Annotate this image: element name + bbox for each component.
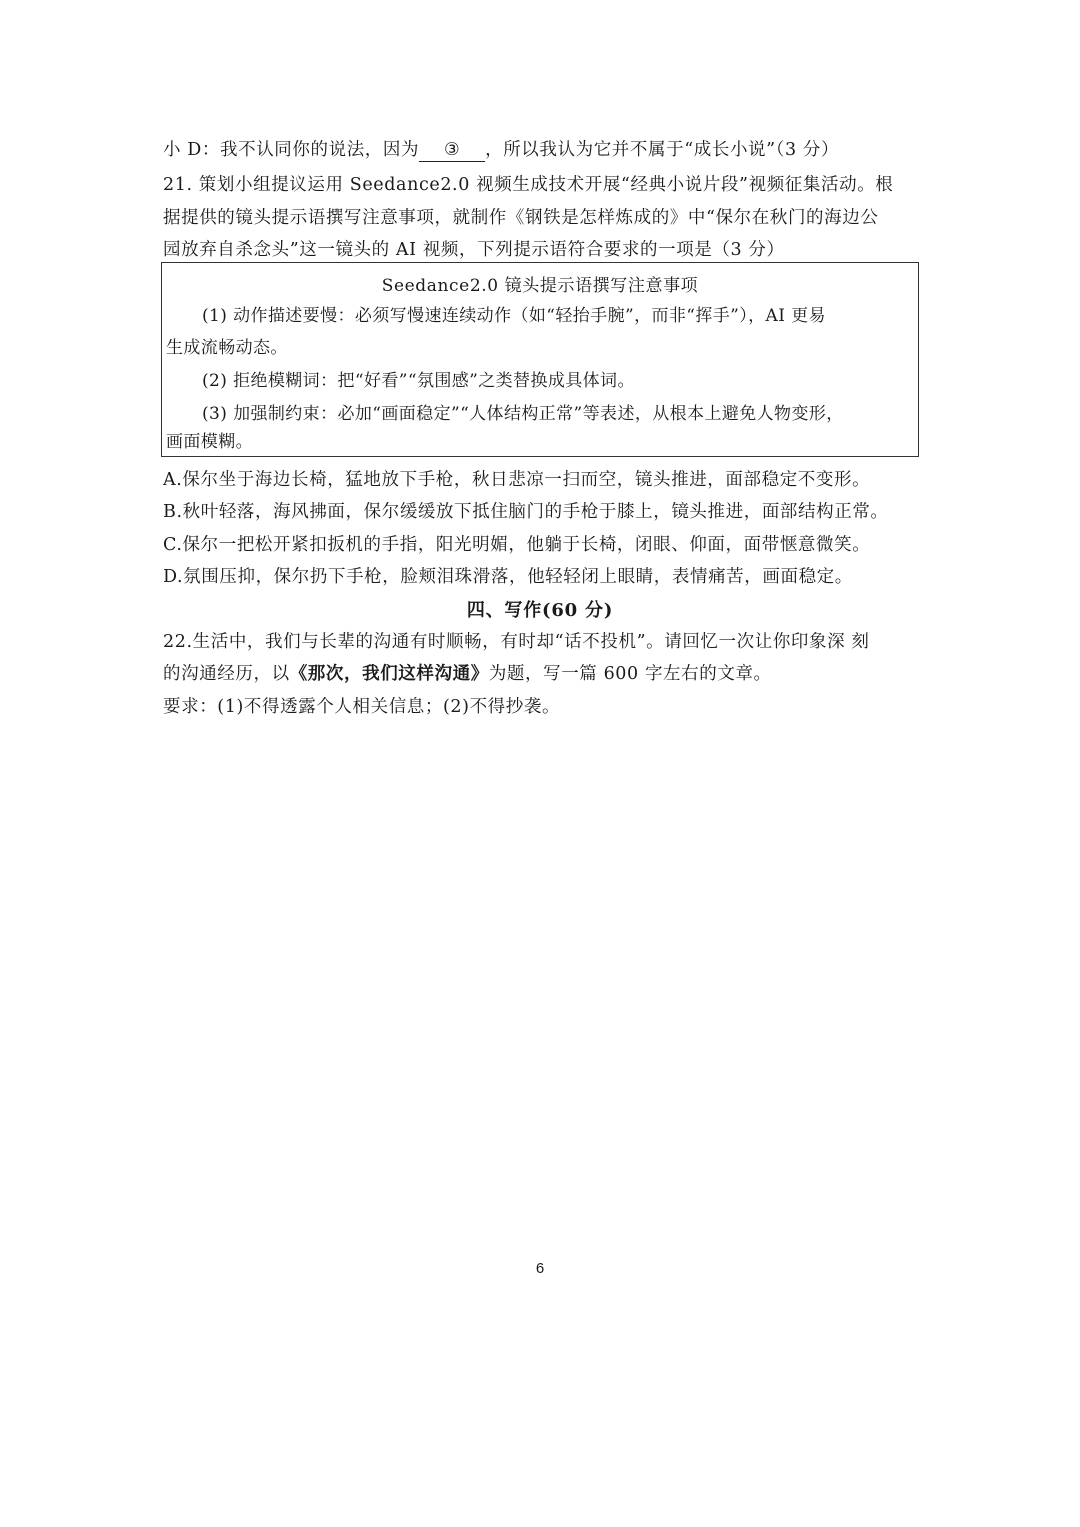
notice-title: Seedance2.0 镜头提示语撰写注意事项 bbox=[381, 276, 699, 296]
page-number: 6 bbox=[535, 1260, 545, 1277]
prompt-notice-box bbox=[161, 262, 919, 457]
question-22-requirements: 要求：(1)不得透露个人相关信息；(2)不得抄袭。 bbox=[163, 697, 561, 717]
dialogue-suffix: ，所以我认为它并不属于“成长小说”（3 分） bbox=[485, 140, 840, 160]
option-b: B.秋叶轻落，海风拂面，保尔缓缓放下抵住脑门的手枪于膝上，镜头推进，面部结构正常。 bbox=[163, 502, 889, 522]
notice-item-2: (2) 拒绝模糊词：把“好看”“氛围感”之类替换成具体词。 bbox=[202, 371, 635, 391]
notice-item-1-line-2: 生成流畅动态。 bbox=[166, 338, 288, 358]
notice-item-1-line-1: (1) 动作描述要慢：必须写慢速连续动作（如“轻抬手腕”，而非“挥手”），AI 更易 bbox=[202, 306, 826, 326]
question-22-line-2-prefix: 的沟通经历，以 bbox=[163, 664, 290, 684]
question-22-line-2 bbox=[163, 661, 772, 687]
essay-title: 《那次，我们这样沟通》 bbox=[289, 664, 489, 684]
section-4-heading: 四、写作(60 分) bbox=[466, 600, 614, 621]
dialogue-line-xiao-d bbox=[163, 137, 839, 163]
question-22-line-2-suffix: 为题，写一篇 600 字左右的文章。 bbox=[488, 664, 772, 684]
option-d: D.氛围压抑，保尔扔下手枪，脸颊泪珠滑落，他轻轻闭上眼睛，表情痛苦，画面稳定。 bbox=[163, 567, 853, 587]
answer-blank-3: ③ bbox=[419, 139, 485, 162]
option-a: A.保尔坐于海边长椅，猛地放下手枪，秋日悲凉一扫而空，镜头推进，面部稳定不变形。 bbox=[163, 470, 871, 490]
notice-item-3-line-2: 画面模糊。 bbox=[166, 432, 253, 452]
question-21-line-2: 据提供的镜头提示语撰写注意事项，就制作《钢铁是怎样炼成的》中“保尔在秋门的海边公 bbox=[163, 208, 879, 228]
question-21-line-1: 21. 策划小组提议运用 Seedance2.0 视频生成技术开展“经典小说片段”视频征集活动。根 bbox=[163, 175, 894, 195]
question-22-line-1: 22.生活中，我们与长辈的沟通有时顺畅，有时却“话不投机”。请回忆一次让你印象深 刻 bbox=[163, 632, 870, 652]
dialogue-prefix: 小 D：我不认同你的说法，因为 bbox=[163, 140, 420, 160]
notice-item-3-line-1: (3) 加强制约束：必加“画面稳定”“人体结构正常”等表述，从根本上避免人物变形， bbox=[202, 404, 844, 424]
question-21-line-3: 园放弃自杀念头”这一镜头的 AI 视频，下列提示语符合要求的一项是（3 分） bbox=[163, 240, 785, 260]
option-c: C.保尔一把松开紧扣扳机的手指，阳光明媚，他躺于长椅，闭眼、仰面，面带惬意微笑。 bbox=[163, 535, 871, 555]
